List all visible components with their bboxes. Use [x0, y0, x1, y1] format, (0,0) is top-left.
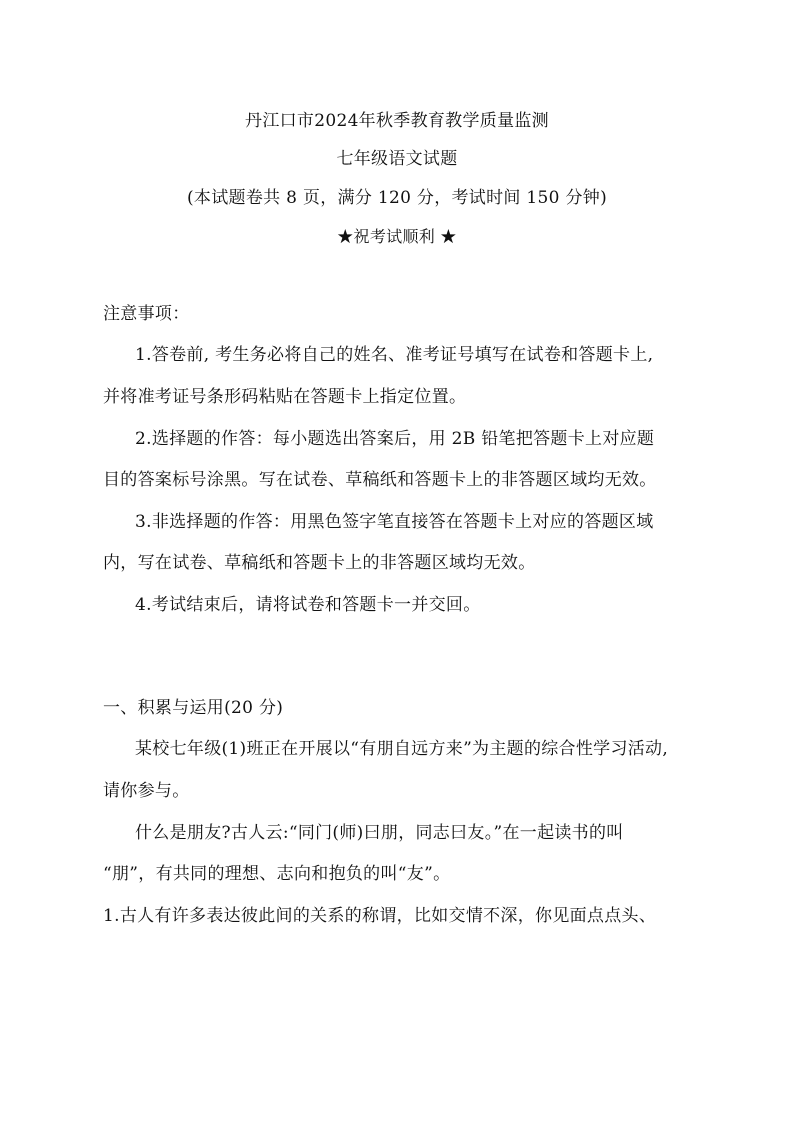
- notice-item-1-line-1: 1.答卷前, 考生务必将自己的姓名、准考证号填写在试卷和答题卡上,: [135, 345, 654, 365]
- notice-item-1-line-2: 并将准考证号条形码粘贴在答题卡上指定位置。: [103, 387, 467, 407]
- notice-heading: 注意事项：: [103, 304, 190, 324]
- friend-quote-line-1: 什么是朋友?古人云:“同门(师)曰朋，同志曰友。”在一起读书的叫: [135, 823, 624, 843]
- notice-item-3-line-1: 3.非选择题的作答：用黑色签字笔直接答在答题卡上对应的答题区域: [135, 512, 654, 532]
- notice-item-4: 4.考试结束后，请将试卷和答题卡一并交回。: [135, 595, 481, 615]
- friend-quote-line-2: “朋”，有共同的理想、志向和抱负的叫“友”。: [103, 864, 451, 884]
- exam-info: (本试题卷共 8 页，满分 120 分，考试时间 150 分钟): [187, 188, 607, 208]
- notice-item-3-line-2: 内，写在试卷、草稿纸和答题卡上的非答题区域均无效。: [103, 553, 536, 573]
- notice-item-2-line-2: 目的答案标号涂黑。写在试卷、草稿纸和答题卡上的非答题区域均无效。: [103, 470, 657, 490]
- good-luck-wish: ★祝考试顺利 ★: [337, 227, 457, 246]
- activity-intro-line-1: 某校七年级(1)班正在开展以“有朋自远方来”为主题的综合性学习活动,: [135, 739, 669, 759]
- exam-title: 丹江口市2024年秋季教育教学质量监测: [245, 111, 549, 131]
- section-1-heading: 一、积累与运用(20 分): [103, 698, 284, 718]
- exam-subtitle: 七年级语文试题: [336, 149, 458, 169]
- activity-intro-line-2: 请你参与。: [103, 781, 190, 801]
- notice-item-2-line-1: 2.选择题的作答：每小题选出答案后，用 2B 铅笔把答题卡上对应题: [135, 429, 655, 449]
- question-1: 1.古人有许多表达彼此间的关系的称谓，比如交情不深，你见面点点头、: [103, 906, 657, 926]
